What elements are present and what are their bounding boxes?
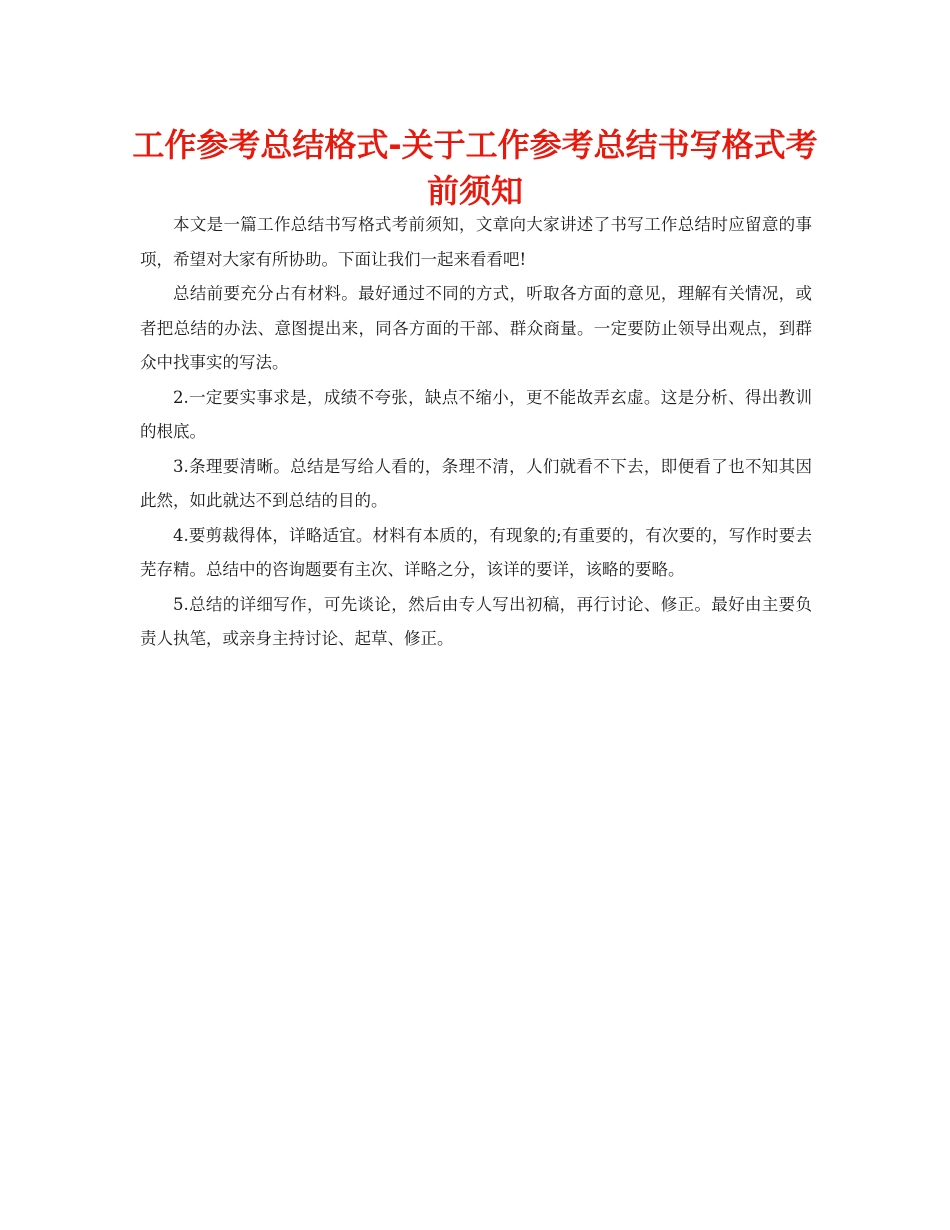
paragraph-5: 5.总结的详细写作，可先谈论，然后由专人写出初稿，再行讨论、修正。最好由主要负责人执笔，或亲身主持讨论、起草、修正。 (140, 594, 812, 648)
paragraph-intro: 本文是一篇工作总结书写格式考前须知，文章向大家讲述了书写工作总结时应留意的事项，希望对大家有所协助。下面让我们一起来看看吧! (140, 215, 812, 269)
document-title: 工作参考总结格式-关于工作参考总结书写格式考前须知 (132, 126, 818, 210)
paragraph-4: 4.要剪裁得体，详略适宜。材料有本质的，有现象的;有重要的，有次要的，写作时要去芜存精。总结中的咨询题要有主次、详略之分，该详的要详，该略的要略。 (140, 525, 812, 579)
document-body (140, 208, 812, 657)
paragraph-2: 2.一定要实事求是，成绩不夸张，缺点不缩小，更不能故弄玄虚。这是分析、得出教训的根底。 (140, 387, 812, 441)
paragraph-3: 3.条理要清晰。总结是写给人看的，条理不清，人们就看不下去，即便看了也不知其因此然，如此就达不到总结的目的。 (140, 456, 812, 510)
paragraph-1: 总结前要充分占有材料。最好通过不同的方式，听取各方面的意见，理解有关情况，或者把总结的办法、意图提出来，同各方面的干部、群众商量。一定要防止领导出观点，到群众中找事实的写法。 (140, 284, 812, 372)
